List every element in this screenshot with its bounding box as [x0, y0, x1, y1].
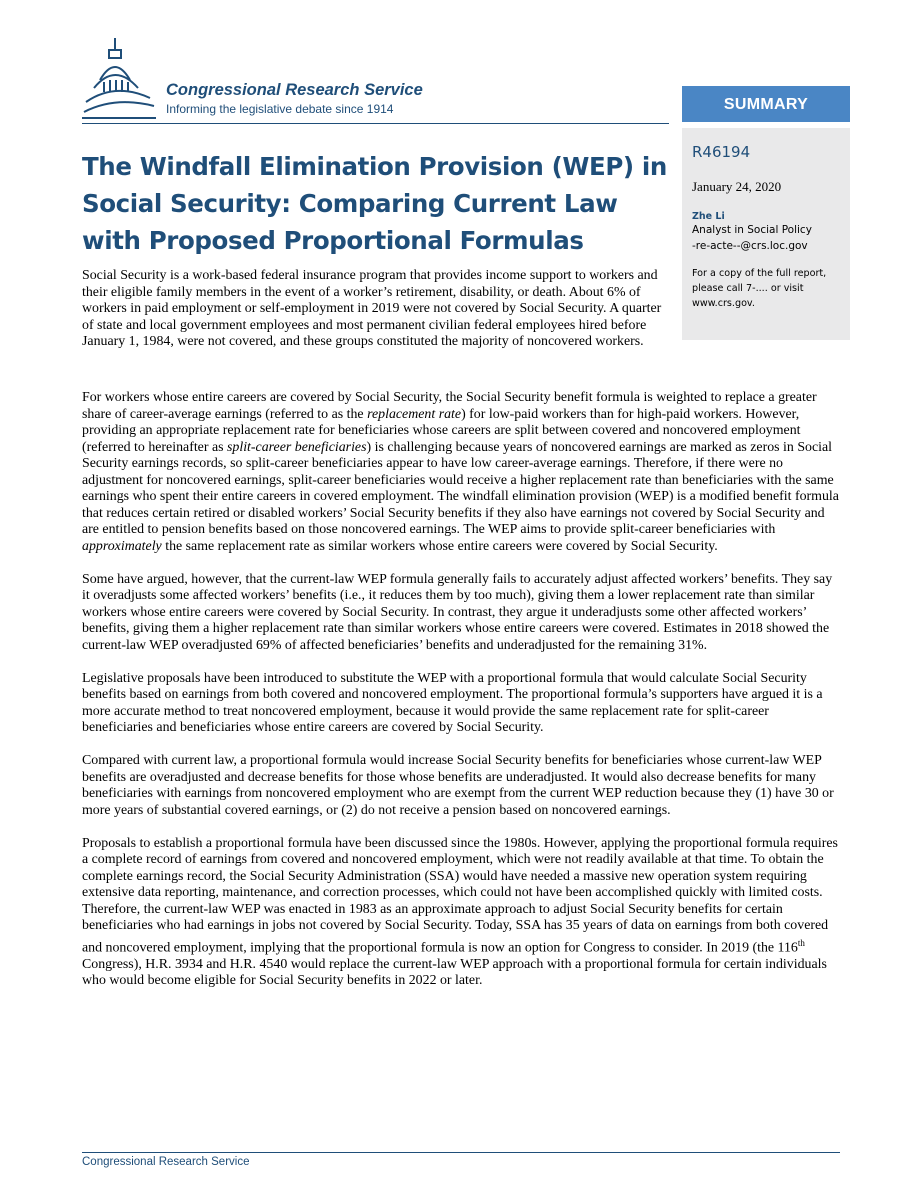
- intro-text: Social Security is a work-based federal insurance program that provides income support to workers and their eligible family members in the event of a worker’s retirement, disability, or death. About 6% of workers in paid employment or self-employment in 2019 were not covered by Social Security. A quarter of state and local government employees and most permanent civilian federal employees hired before January 1, 1984, were not covered, and these groups constituted the majority of noncovered workers.: [82, 268, 662, 349]
- crs-logo[interactable]: [82, 36, 482, 126]
- text-run: Congress), H.R. 3934 and H.R. 4540 would replace the current-law WEP approach with a proportional formula for certain individuals who would become eligible for Social Security benefits in 2022 or later.: [82, 956, 827, 989]
- text-run: ) is challenging because years of noncovered earnings are marked as zeros in Social Security earnings records, so split-career beneficiaries appear to have low career-average earnings. Therefore, if there were no adjustment for noncovered earnings, split-career beneficiaries would receive a higher replacement rate than beneficiaries with the same earnings who spent their entire careers in covered employment. The windfall elimination provision (WEP) is a modified benefit formula that reduces certain retired or disabled workers’ Social Security benefits if they also have earnings not covered by Social Security and are entitled to pension benefits based on those noncovered earnings. The WEP aims to provide split-career beneficiaries with: [82, 439, 839, 537]
- summary-label: SUMMARY: [682, 86, 850, 122]
- org-name: Congressional Research Service: [166, 81, 423, 99]
- footer-divider: [82, 1152, 840, 1153]
- report-title: The Windfall Elimination Provision (WEP) in Social Security: Comparing Current Law with Proposed Proportional Formulas: [82, 152, 667, 255]
- header-divider: [82, 123, 669, 124]
- term-split-career: split-career beneficiaries: [226, 439, 367, 455]
- text-run: Proposals to establish a proportional formula have been discussed since the 1980s. However, applying the proportional formula requires a complete record of earnings from covered and noncovered employment, which were not readily available at that time. To obtain the complete earnings record, the Social Security Administration (SSA) would have needed a massive new operation system requiring extensive data reporting, maintenance, and correction processes, which could not have been accomplished quickly with limited costs. Therefore, the current-law WEP was enacted in 1983 as an approximate approach to adjust Social Security benefits for certain beneficiaries who had earnings in jobs not covered by Social Security. Today, SSA has 35 years of data on earnings from both covered and noncovered employment, implying that the proportional formula is now an option for Congress to consider. In 2019 (the 116: [82, 835, 838, 956]
- report-number: R46194: [692, 143, 751, 161]
- text-run: ) for low-paid workers than for high-paid workers. However, providing an appropriate replacement rate for beneficiaries whose careers are split between covered and noncovered employment (referred to hereinafter as: [82, 406, 801, 455]
- author-title: Analyst in Social Policy: [692, 224, 812, 236]
- summary-sidebar: [682, 86, 850, 340]
- report-date: January 24, 2020: [692, 179, 782, 194]
- paragraph-3: Legislative proposals have been introduced to substitute the WEP with a proportional formula that would calculate Social Security benefits based on earnings from both covered and noncovered employment. The proportional formula’s supporters have argued it is a more accurate method to treat noncovered employment, because it would provide the same replacement rate for split-career beneficiaries and beneficiaries whose entire careers are covered by Social Security.: [82, 670, 823, 735]
- report-info-panel: [682, 128, 850, 340]
- text-run: For workers whose entire careers are covered by Social Security, the Social Security benefit formula is weighted to replace a greater share of career-average earnings (referred to as the: [82, 390, 817, 422]
- paragraph-1: [82, 390, 842, 555]
- term-replacement-rate: replacement rate: [367, 406, 462, 422]
- superscript: th: [797, 937, 805, 948]
- author-name: Zhe Li: [692, 211, 725, 222]
- text-run: the same replacement rate as similar workers whose entire careers were covered by Social Security.: [161, 538, 718, 554]
- copy-note: For a copy of the full report, please call 7-.... or visit www.crs.gov.: [692, 268, 827, 309]
- org-tagline: Informing the legislative debate since 1914: [166, 102, 394, 116]
- intro-paragraph: [82, 268, 662, 351]
- term-approximately: approximately: [82, 538, 162, 554]
- paragraph-2: Some have argued, however, that the current-law WEP formula generally fails to accurately adjust affected workers’ benefits. They say it overadjusts some affected workers’ benefits (i.e., it reduces them by too much), giving them a lower replacement rate than similar workers whose entire careers were covered by Social Security. In contrast, they argue it underadjusts some other affected workers’ benefits, giving them a higher replacement rate than similar workers whose entire careers were covered. Estimates in 2018 showed the current-law WEP overadjusted 69% of affected beneficiaries’ benefits and underadjusted for the remaining 31%.: [82, 571, 833, 653]
- paragraph-5: [82, 836, 842, 990]
- footer-org: Congressional Research Service: [82, 1156, 250, 1168]
- author-email[interactable]: -re-acte--@crs.loc.gov: [692, 240, 808, 252]
- paragraph-4: Compared with current law, a proportional formula would increase Social Security benefits for beneficiaries whose current-law WEP benefits are overadjusted and decrease benefits for those whose benefits are underadjusted. It would also decrease benefits for many beneficiaries with earnings from noncovered employment who are exempt from the current WEP reduction because they (1) have 30 or more years of substantial covered earnings, or (2) do not receive a pension based on noncovered earnings.: [82, 753, 834, 818]
- summary-body: [82, 390, 842, 1006]
- capitol-dome-icon: [82, 36, 162, 121]
